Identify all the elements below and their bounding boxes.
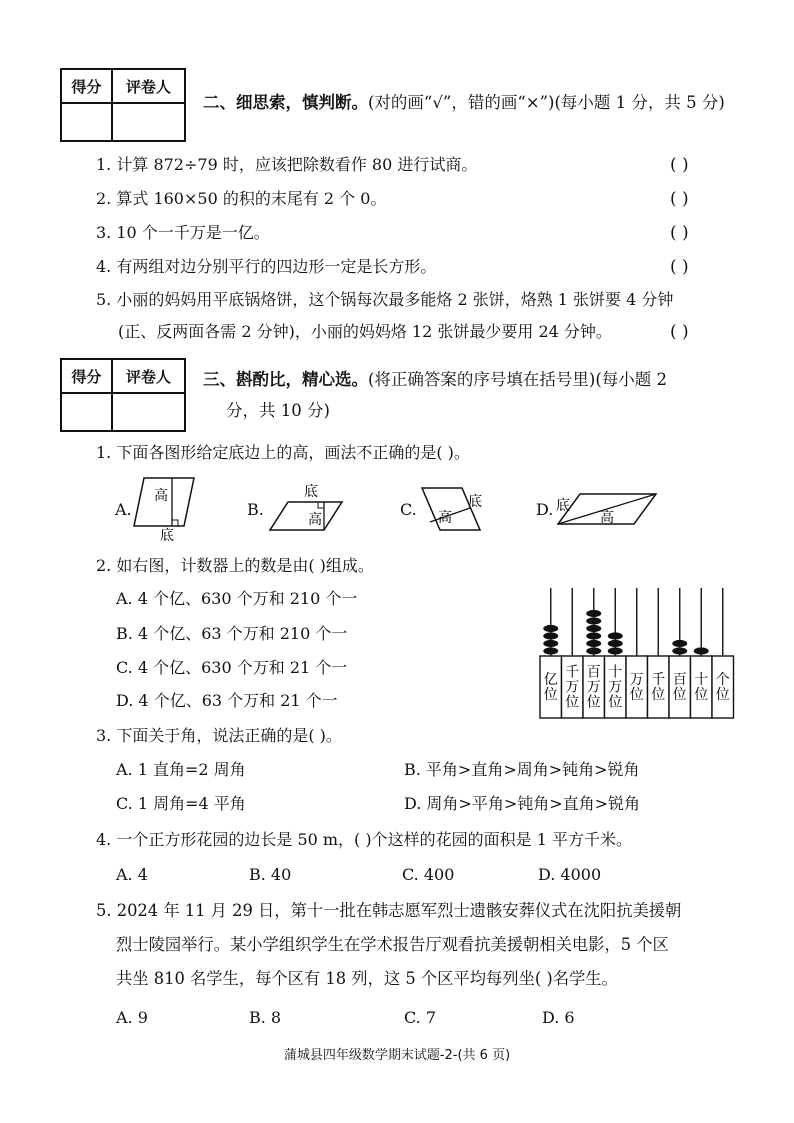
q5-line3: 共坐 810 名学生，每个区有 18 列，这 5 个区平均每列坐( )名学生。 [116,969,618,988]
abacus-bead [672,640,687,647]
base-label: 底 [304,484,318,500]
base-label: 底 [468,494,482,510]
judge-item-1: 1. 计算 872÷79 时，应该把除数看作 80 进行试商。 [96,155,478,174]
abacus-place-label: 万 [629,672,644,688]
abacus-bead [608,647,623,654]
section3-heading-instructions: (将正确答案的序号填在括号里)(每小题 2 [368,370,668,389]
abacus-place-label: 个 [715,672,730,688]
abacus-diagram [534,584,744,720]
abacus-place-label: 千 [565,664,580,681]
abacus-bead [586,640,601,647]
q4-option-a[interactable]: A. 4 [116,865,148,884]
abacus-bead [672,647,687,654]
q1-figure-d [552,484,662,530]
q1-figure-a [132,470,207,542]
abacus-bead [586,632,601,639]
section3-heading-line2: 分，共 10 分) [226,401,330,420]
abacus-place-label: 十 [608,664,623,681]
abacus-bead [586,647,601,654]
q3-option-d[interactable]: D. 周角>平角>钝角>直角>锐角 [404,794,641,813]
q4-stem: 4. 一个正方形花园的边长是 50 m，( )个这样的花园的面积是 1 平方千米。 [96,830,632,849]
abacus-place-label: 位 [672,687,687,703]
judge-item-5: 5. 小丽的妈妈用平底锅烙饼，这个锅每次最多能烙 2 张饼，烙熟 1 张饼要 4 分钟 [96,290,674,309]
q1-option-a[interactable]: A. [115,500,132,519]
abacus-place-label: 千 [651,672,666,688]
abacus-bead [694,647,709,654]
abacus-place-label: 位 [651,687,666,703]
q5-option-d[interactable]: D. 6 [542,1008,575,1027]
abacus-bead [586,617,601,624]
abacus-place-label: 位 [608,694,623,711]
reviewer-cell[interactable] [112,103,185,141]
q2-option-b[interactable]: B. 4 个亿、63 个万和 210 个一 [116,624,348,643]
judge-item-4: 4. 有两组对边分别平行的四边形一定是长方形。 [96,257,437,276]
q3-option-c[interactable]: C. 1 周角=4 平角 [116,794,246,813]
abacus-place-label: 百 [586,664,601,681]
q4-option-d[interactable]: D. 4000 [538,865,602,884]
section2-heading-title: 二、细思索，慎判断。 [203,93,368,112]
abacus-place-label: 位 [543,687,558,703]
abacus-bead [608,632,623,639]
judge-answer-3[interactable]: ( ) [670,223,689,243]
q5-line2: 烈士陵园举行。某小学组织学生在学术报告厅观看抗美援朝相关电影，5 个区 [116,935,669,954]
abacus-bead [543,647,558,654]
q5-option-b[interactable]: B. 8 [249,1008,282,1027]
abacus-place-label: 位 [715,687,730,703]
page-footer: 蒲城县四年级数学期末试题-2-(共 6 页) [283,1048,511,1063]
height-label: 高 [154,488,168,504]
q3-option-a[interactable]: A. 1 直角=2 周角 [116,760,246,779]
score-box-section2 [60,68,186,142]
section3-heading-title: 三、斟酌比，精心选。 [203,370,368,389]
score-label: 得分 [61,69,112,103]
score-cell[interactable] [61,393,112,431]
q5-option-c[interactable]: C. 7 [404,1008,437,1027]
abacus-place-label: 位 [694,687,709,703]
q1-option-d[interactable]: D. [536,500,554,519]
abacus-place-label: 万 [586,679,601,696]
section2-heading [203,92,725,114]
judge-item-3: 3. 10 个一千万是一亿。 [96,223,270,242]
reviewer-cell[interactable] [112,393,185,431]
q1-option-c[interactable]: C. [400,500,417,519]
q1-figure-c [418,478,488,538]
q1-option-b[interactable]: B. [247,500,264,519]
q4-option-c[interactable]: C. 400 [402,865,455,884]
abacus-place-label: 万 [565,679,580,696]
abacus-place-label: 亿 [543,672,558,688]
q2-option-a[interactable]: A. 4 个亿、630 个万和 210 个一 [116,589,358,608]
section2-heading-instructions: (对的画“√”，错的画“×”)(每小题 1 分，共 5 分) [368,93,725,112]
abacus-bead [586,625,601,632]
abacus-place-label: 位 [629,687,644,703]
q5-option-a[interactable]: A. 9 [116,1008,148,1027]
abacus-bead [543,640,558,647]
q5-line1: 5. 2024 年 11 月 29 日，第十一批在韩志愿军烈士遗骸安葬仪式在沈阳抗美援朝 [96,901,682,920]
base-label: 底 [160,528,174,542]
abacus-place-label: 十 [694,672,709,688]
q2-stem: 2. 如右图，计数器上的数是由( )组成。 [96,556,374,575]
q1-figure-b [266,480,346,538]
abacus-place-label: 位 [586,694,601,711]
q4-option-b[interactable]: B. 40 [249,865,292,884]
judge-answer-5[interactable]: ( ) [670,322,689,342]
q3-option-b[interactable]: B. 平角>直角>周角>钝角>锐角 [404,760,640,779]
judge-answer-2[interactable]: ( ) [670,189,689,209]
score-cell[interactable] [61,103,112,141]
reviewer-label: 评卷人 [112,359,185,393]
abacus-bead [543,632,558,639]
q3-stem: 3. 下面关于角，说法正确的是( )。 [96,726,342,745]
q1-stem: 1. 下面各图形给定底边上的高，画法不正确的是( )。 [96,443,470,462]
abacus-place-label: 万 [608,679,623,696]
judge-item-5-line2: (正、反两面各需 2 分钟)，小丽的妈妈烙 12 张饼最少要用 24 分钟。 [118,322,612,341]
abacus-bead [608,640,623,647]
q2-option-c[interactable]: C. 4 个亿、630 个万和 21 个一 [116,658,348,677]
section3-heading [203,369,667,391]
abacus-place-label: 位 [565,694,580,711]
judge-answer-1[interactable]: ( ) [670,155,689,175]
q2-option-d[interactable]: D. 4 个亿、63 个万和 21 个一 [116,691,338,710]
score-box-section3 [60,358,186,432]
abacus-bead [543,625,558,632]
height-label: 高 [438,510,452,526]
judge-answer-4[interactable]: ( ) [670,257,689,277]
height-label: 高 [308,512,322,528]
abacus-bead [586,610,601,617]
base-label: 底 [556,498,570,514]
abacus-place-label: 百 [672,672,687,688]
reviewer-label: 评卷人 [112,69,185,103]
judge-item-2: 2. 算式 160×50 的积的末尾有 2 个 0。 [96,189,387,208]
height-label: 高 [600,510,614,526]
score-label: 得分 [61,359,112,393]
